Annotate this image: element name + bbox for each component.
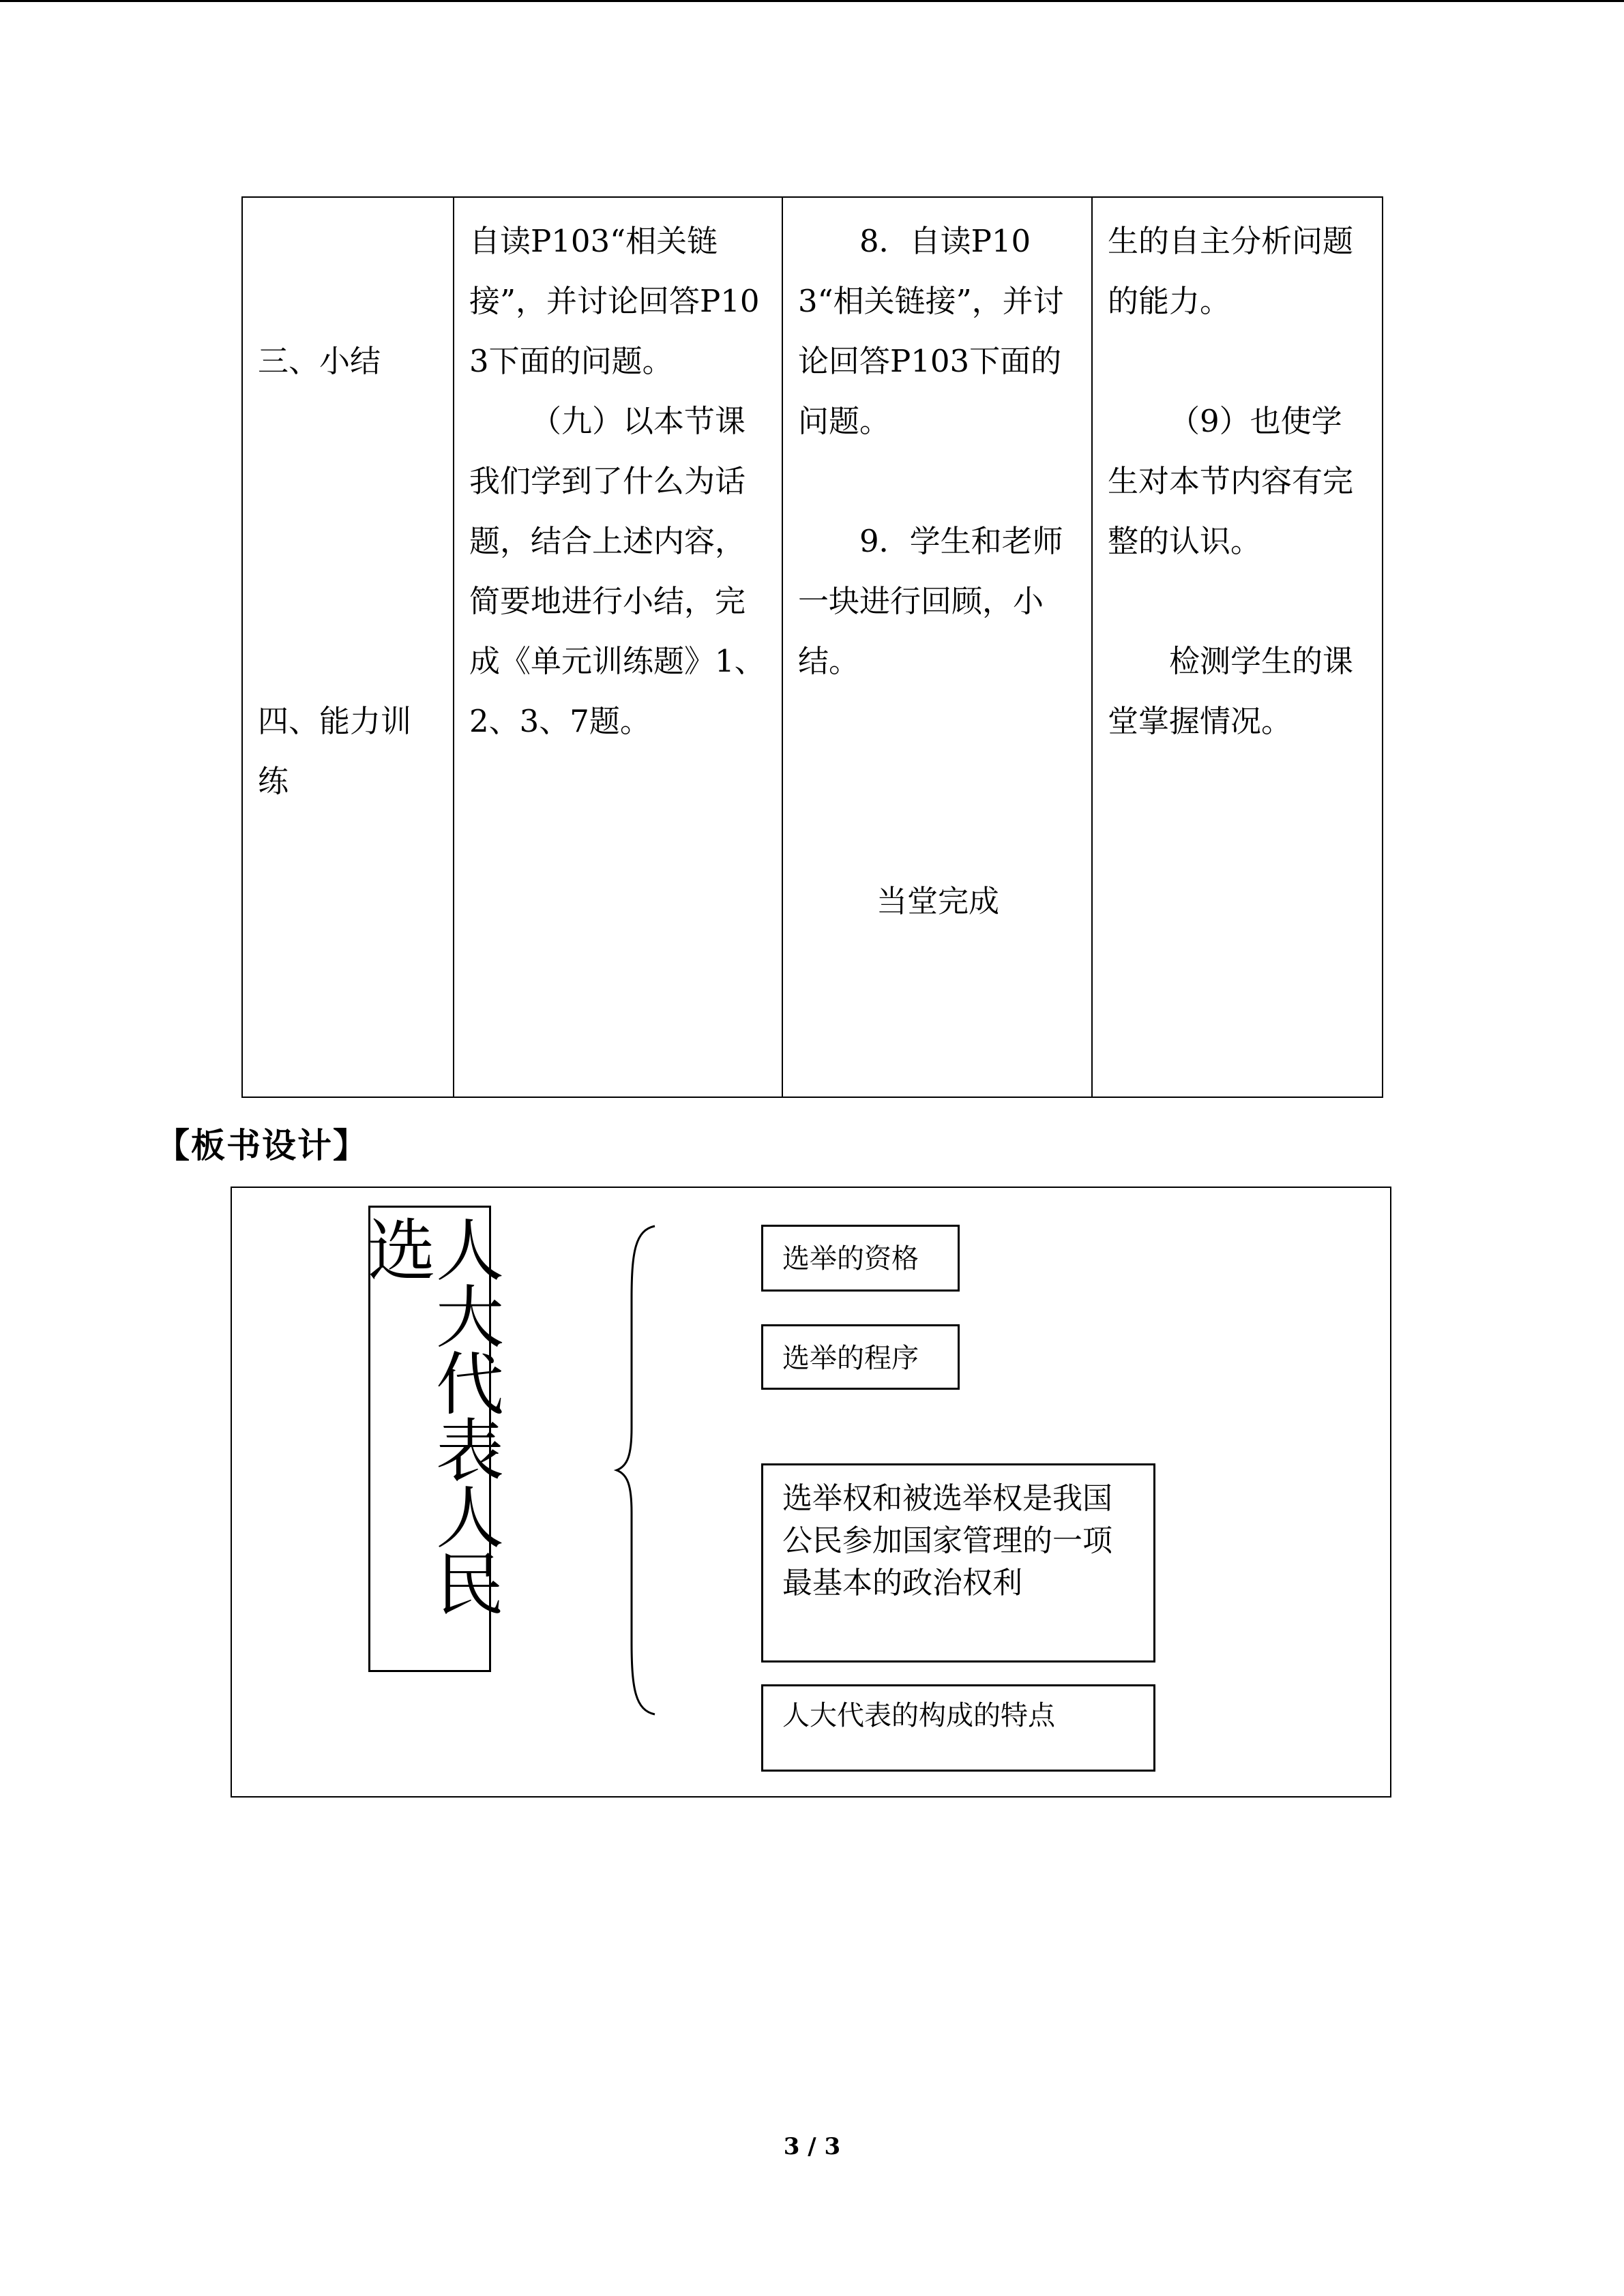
teacher-activity-column xyxy=(454,197,782,1097)
student-activity-review: 9．学生和老师一块进行回顾，小结。 xyxy=(798,523,1063,679)
design-intent-column xyxy=(1092,197,1383,1097)
page-number: 3 / 3 xyxy=(783,2133,841,2160)
stage-column xyxy=(242,197,454,1097)
page-top-border xyxy=(0,0,1624,2)
lesson-plan-table xyxy=(241,196,1383,1098)
student-activity-reading: 8．自读P103“相关链接”，并讨论回答P103下面的问题。 xyxy=(798,223,1064,439)
board-item-composition: 人大代表的构成的特点 xyxy=(761,1684,1155,1772)
curly-brace-icon xyxy=(612,1223,667,1717)
board-item-procedure: 选举的程序 xyxy=(761,1324,960,1390)
student-activity-column xyxy=(782,197,1092,1097)
table-row xyxy=(242,197,1383,1097)
board-item-qualification: 选举的资格 xyxy=(761,1225,960,1292)
board-item-rights: 选举权和被选举权是我国公民参加国家管理的一项最基本的政治权利 xyxy=(761,1463,1155,1663)
section-title: 【板书设计】 xyxy=(156,1126,368,1165)
training-stage-label: 四、能力训练 xyxy=(258,703,412,799)
blackboard-design xyxy=(231,1187,1391,1798)
teacher-activity-reading: 自读P103“相关链接”，并讨论回答P103下面的问题。 xyxy=(469,223,760,379)
summary-stage-label: 三、小结 xyxy=(258,343,381,379)
design-intent-assessment: 检测学生的课堂掌握情况。 xyxy=(1108,643,1354,739)
board-main-title: 人大代表人民选 xyxy=(356,1214,504,1615)
teacher-activity-summary: （九）以本节课我们学到了什么为话题，结合上述内容，简要地进行小结，完成《单元训练题》1、2、3、7题。 xyxy=(469,403,765,739)
board-main-title-box xyxy=(356,1206,504,1672)
design-intent-analysis: 生的自主分析问题的能力。 xyxy=(1108,223,1354,319)
student-activity-complete: 当堂完成 xyxy=(876,883,999,919)
design-intent-recognition: （9）也使学生对本节内容有完整的认识。 xyxy=(1108,403,1354,559)
